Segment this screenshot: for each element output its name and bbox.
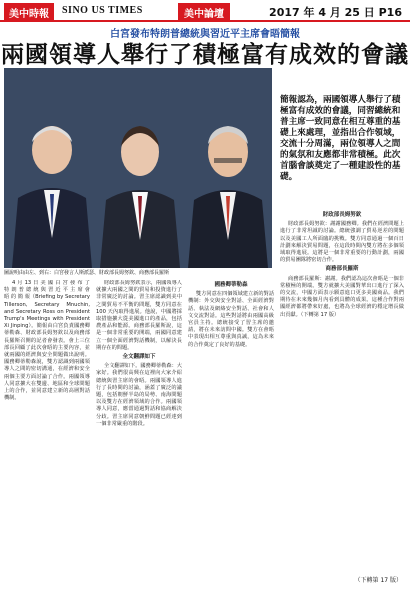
article-paragraph: 財政部長姆努欽表示，兩國領導人就擴大兩國之間的貿易和投資進行了非常廣泛的討論。習主席認識到美中之間貿易不平衡的問題，雙方同意在 100 天內取得進展。他說，中國將採取措施擴大從美國進口的產品，包括農產品和能源。商務部長羅斯說，這是一個非常重要的開端，兩國同意建立一個全面經濟對話機制，以解決長期存在的問題。 bbox=[96, 280, 182, 351]
photo-person-left bbox=[8, 108, 96, 268]
article-paragraph: 商務部長羅斯：謝謝。我們認為這次會晤是一個非常積極的開端。雙方就擴大美國對華出口進行了深入的交流，中國方面表示願意進口更多美國商品。我們期待在未來幾個月內看到具體的成果。這種合作對兩國經濟都將帶來好處，也將為全球經濟的穩定增長做出貢獻。（下轉第 17 版） bbox=[280, 275, 404, 318]
photo-person-right bbox=[184, 108, 272, 268]
subhead: 白宮發布特朗普總統與習近平主席會晤簡報 bbox=[110, 29, 300, 40]
article-column-1 bbox=[4, 280, 90, 585]
page-number: P16 bbox=[378, 6, 402, 19]
section-title: 全文翻譯如下 bbox=[122, 354, 156, 361]
section-title: 商務部長羅斯 bbox=[325, 266, 359, 273]
article-column-4 bbox=[280, 210, 404, 572]
continued-note: （下轉第 17 版） bbox=[354, 577, 402, 584]
masthead bbox=[0, 0, 410, 22]
section-title: 國務卿蒂勒森 bbox=[214, 282, 248, 288]
article-paragraph: 財政部長姆努欽：謝謝國務卿。我們在經濟問題上進行了非常坦誠的討論。總統強調了貿易逆差的問題以及美國工人所面臨的挑戰。雙方同意通過一個百日計劃來解決貿易問題，在這段時間內雙方將在多個領域取得進展。這將是一個非常重要的行動計劃，兩國的貿易團隊將密切合作。 bbox=[280, 221, 404, 264]
paper-name-en: SINO US TIMES bbox=[62, 5, 143, 16]
headline: 兩國領導人舉行了積極富有成效的會議 bbox=[1, 41, 409, 68]
photo-person-center bbox=[96, 108, 184, 268]
section-label: 美中論壇 bbox=[178, 3, 230, 22]
section-title: 財政部長姆努欽 bbox=[322, 212, 362, 218]
masthead-rule bbox=[0, 20, 410, 22]
photo-caption: 圖說明由由左、到右：白宮發言人斯派瑟、財政部長姆努欽、商務部長羅斯 bbox=[4, 270, 170, 276]
paper-name: 美中時報 bbox=[4, 3, 54, 22]
article-paragraph: 4 月 13 日 美 國 白 宮 發 布 了 特 朗 普 總 統 與 習 近 平 主 席 會 晤 的 簡 報（Briefing by Secretary Tillerson, Secretary Mnuchin, and Secretary Ross on President Trump's Meetings with President Xi Jinping）。簡報由白宮負責國務卿蒂勒森、財政部長姆努欽以及商務部長羅斯召開的記者會發表。會上三位部長回顧了此次會晤的主要內容，並就兩國的經濟與安全問題做出說明。國務卿蒂勒森說，雙方認識到兩國領導人之間的密切溝通，在經濟和安全兩個主要方面討論了合作。兩國領導人同意擴大在雙邊、地區和全球問題上的合作，並同意建立新的高層對話機制。 bbox=[4, 280, 90, 402]
article-intro: 簡報認為，兩國領導人舉行了積極富有成效的會議，同習總統和普主席一致同意在相互尊重的基礎上來處理，並指出合作領域，交流十分周滿，兩位領導人之間的氣氛和友應都非常積極。此次首腦會談奠定了一種建設性的基礎。 bbox=[280, 95, 401, 182]
article-column-2 bbox=[96, 280, 182, 585]
article-paragraph: 雙方同意在四個領域建立新的對話機制：外交與安全對話、全面經濟對話、執法及網絡安全對話、社會和人文交流對話。這些對話將由兩國高級官員主持。總統接受了習主席的邀請，將在未來訪問中國。雙方在會晤中表現出相互尊重與真誠，這為未來的合作奠定了良好的基礎。 bbox=[188, 291, 274, 348]
date-page bbox=[269, 4, 402, 20]
date: 2017 年 4 月 25 日 bbox=[269, 6, 375, 19]
article-column-3 bbox=[188, 280, 274, 585]
news-photo bbox=[4, 68, 272, 268]
article-paragraph: 全文翻譯如下。國務卿蒂勒森：大家好。我們很高興在這裡向大家介紹總統與習主席的會晤。兩國領導人進行了長時間的討論，涵蓋了廣泛的議題，包括朝鮮半島的局勢、南海問題以及雙方在經濟領域的合作。兩國領導人同意，應當通過對話和協商解決分歧。習主席同意朝鮮問題已經達到一個非常嚴重的階段。 bbox=[96, 363, 182, 427]
